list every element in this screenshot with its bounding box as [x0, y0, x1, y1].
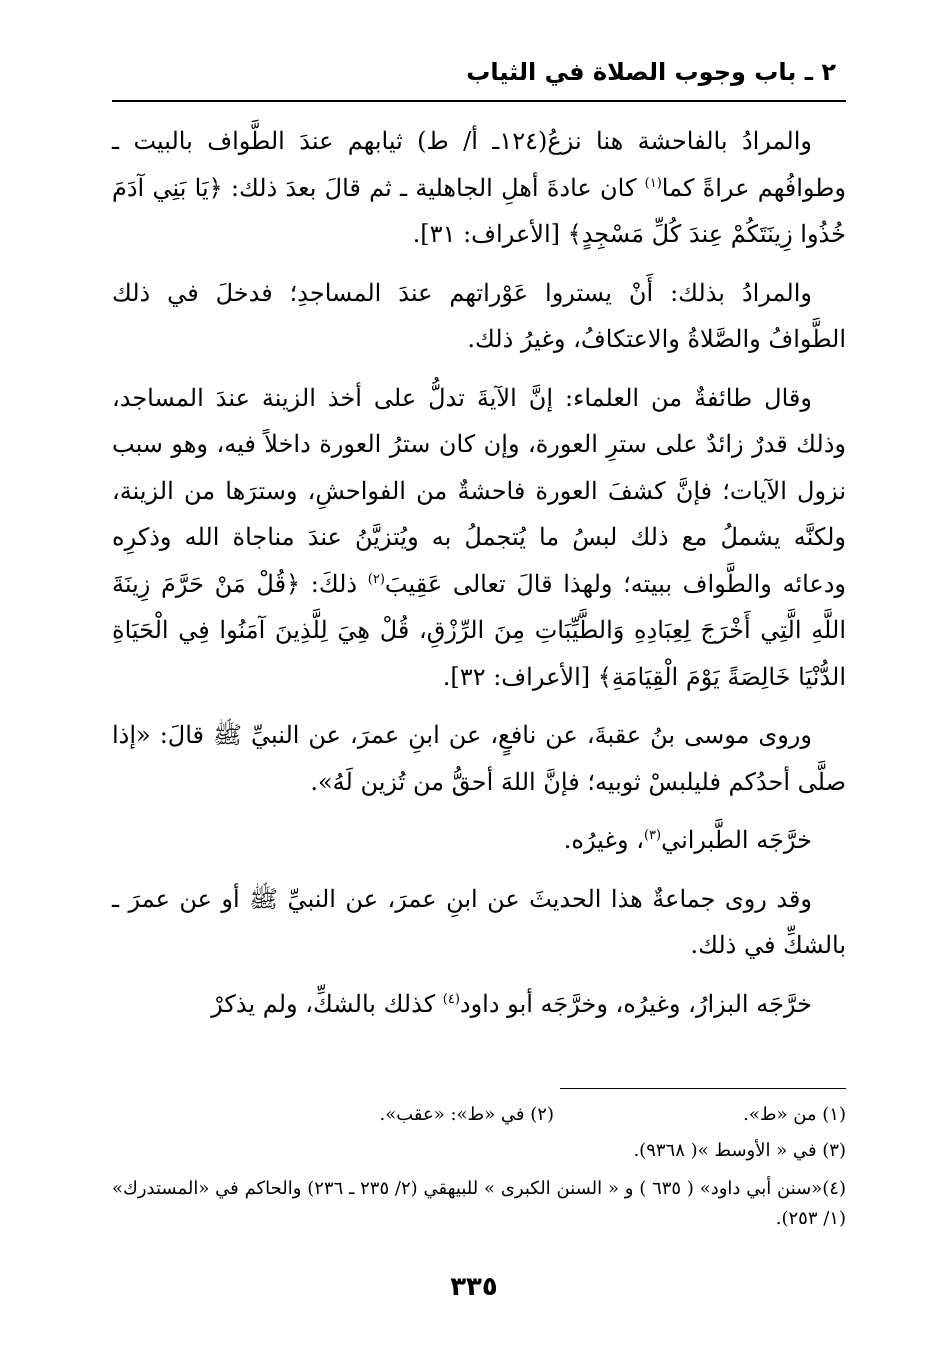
- folio-marker: (١٢٤ـ أ/ ط): [417, 127, 548, 155]
- page-number: ٣٣٥: [450, 1272, 498, 1302]
- footnote-row-1: [112, 1100, 846, 1136]
- footnote-2: (٢) في «ط»: «عقب».: [379, 1104, 554, 1125]
- chapter-header: ٢ ـ باب وجوب الصلاة في الثياب: [466, 58, 836, 86]
- footnote-ref-2: (٢): [367, 571, 385, 587]
- footnote-ref-1: (١): [644, 175, 662, 191]
- text-segment: والمرادُ بذلك: أَنْ يستروا عَوْراتهم عندَ المساجدِ؛ فدخلَ في ذلك الطَّوافُ والصَّلاةُ والاعتكافُ، وغيرُ ذلك.: [112, 278, 846, 353]
- text-segment: ثيابهم عندَ الطَّواف بالبيت ـ وطوافُهم عراةً كما: [112, 127, 846, 202]
- footnote-ref-3: (٣): [643, 828, 662, 843]
- text-segment: ، وغيرُه.: [563, 826, 644, 854]
- main-text: [112, 118, 846, 1039]
- paragraph-2: [112, 270, 846, 363]
- paragraph-1: [112, 118, 846, 258]
- footnotes: [112, 1100, 846, 1234]
- text-segment: كذلك بالشكِّ، ولم يذكرْ: [211, 989, 443, 1018]
- header-rule: [112, 100, 846, 102]
- paragraph-4: [112, 712, 846, 805]
- text-segment: وقال طائفةٌ من العلماء: إنَّ الآيةَ تدلُّ على أخذ الزينة عندَ المساجد، وذلك قدرٌ زائدٌ على سترِ العورة، وإن كان سترُ العورة داخلاً فيه، وهو سبب نزول الآيات؛ فإنَّ كشفَ العورة فاحشةٌ من الفواحشِ، وسترَها من الزينة، ولكنَّه يشملُ مع ذلك لبسُ ما يُتجملُ به ويُتزيَّنُ عندَ مناجاة الله وذكرِه ودعائه والطَّواف ببيته؛ ولهذا قالَ تعالى عَقِيبَ: [112, 383, 847, 598]
- text-segment: كان عادةَ أهلِ الجاهلية ـ ثم قالَ بعدَ ذلك: ﴿يَا بَنِي آدَمَ خُذُوا زِينَتَكُمْ عِندَ كُلِّ مَسْجِدٍ﴾ [الأعراف: ٣١].: [112, 173, 846, 248]
- footnote-3: (٣) في « الأوسط »( ٩٣٦٨).: [633, 1140, 846, 1161]
- text-segment: والمرادُ بالفاحشة هنا نزعُ: [547, 127, 812, 155]
- paragraph-7: [112, 981, 846, 1028]
- footnote-row-2: [112, 1136, 846, 1172]
- text-segment: خرَّجَه البزارُ، وغيرُه، وخرَّجَه أبو داود: [459, 989, 812, 1018]
- text-segment: وقد روى جماعةٌ هذا الحديثَ عن ابنِ عمرَ، عن النبيِّ ﷺ أو عن عمرَ ـ بالشكِّ في ذلك.: [112, 884, 846, 959]
- text-segment: ذلكَ: ﴿قُلْ مَنْ حَرَّمَ زِينَةَ اللَّهِ الَّتِي أَخْرَجَ لِعِبَادِهِ وَالطَّيِّبَاتِ مِنَ الرِّزْقِ، قُلْ هِيَ لِلَّذِينَ آمَنُوا فِي الْحَيَاةِ الدُّنْيَا خَالِصَةً يَوْمَ الْقِيَامَةِ﴾ [الأعراف: ٣٢].: [112, 569, 846, 691]
- text-segment: وروى موسى بنُ عقبةَ، عن نافعٍ، عن ابنِ عمرَ، عن النبيِّ ﷺ قالَ: «إذا صلَّى أحدُكم فليلبسْ ثوبيه؛ فإنَّ اللهَ أحقُّ من تُزين لَهُ».: [112, 721, 846, 796]
- text-segment: خرَّجَه الطَّبراني: [661, 826, 812, 854]
- footnote-4: (٤)«سنن أبي داود» ( ٦٣٥ ) و « السنن الكبرى » للبيهقي (٢/ ٢٣٥ ـ ٢٣٦) والحاكم في «المستدرك» (١/ ٢٥٣).: [112, 1178, 846, 1229]
- footnote-rule: [560, 1088, 846, 1089]
- paragraph-3: [112, 375, 846, 701]
- paragraph-5: [112, 817, 846, 864]
- footnote-1: (١) من «ط».: [743, 1104, 846, 1125]
- paragraph-6: [112, 876, 846, 969]
- footnote-ref-4: (٤): [442, 991, 460, 1007]
